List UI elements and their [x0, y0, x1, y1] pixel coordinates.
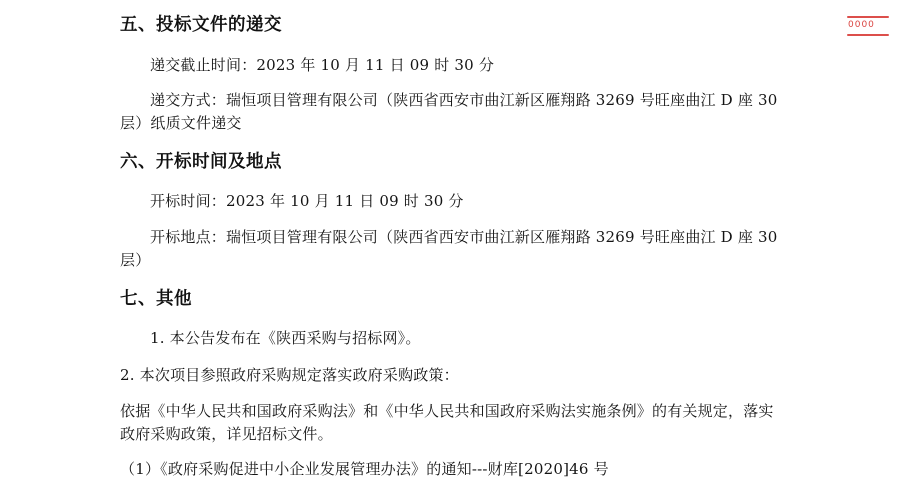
spacer	[120, 445, 780, 458]
spacer	[120, 38, 780, 54]
seal-arc-top	[847, 16, 889, 18]
red-seal-fragment	[847, 14, 889, 40]
spacer	[120, 350, 780, 364]
seal-glyph-text: 0000	[848, 20, 875, 30]
spacer	[120, 174, 780, 190]
section-heading-six: 六、开标时间及地点	[120, 151, 282, 172]
seal-arc-bottom	[847, 34, 889, 36]
submission-method-text: 递交方式：瑞恒项目管理有限公司（陕西省西安市曲江新区雁翔路 3269 号旺座曲江 D 座 30 层）纸质文件递交	[120, 91, 778, 133]
spacer	[120, 213, 780, 226]
bid-opening-place-text: 开标地点：瑞恒项目管理有限公司（陕西省西安市曲江新区雁翔路 3269 号旺座曲江 D 座 30 层）	[120, 228, 778, 269]
other-item-2: 2. 本次项目参照政府采购规定落实政府采购政策：	[120, 366, 459, 385]
submission-deadline-text: 递交截止时间：2023 年 10 月 11 日 09 时 30 分	[150, 55, 495, 74]
bid-opening-time-text: 开标时间：2023 年 10 月 11 日 09 时 30 分	[150, 192, 464, 211]
spacer	[120, 311, 780, 327]
policy-basis-text: 依据《中华人民共和国政府采购法》和《中华人民共和国政府采购法实施条例》的有关规定，落实政府采购政策，详见招标文件。	[120, 401, 774, 443]
spacer	[120, 387, 780, 400]
spacer	[120, 76, 780, 89]
other-item-1: 1. 本公告发布在《陕西采购与招标网》。	[150, 329, 421, 348]
policy-notice-1: （1）《政府采购促进中小企业发展管理办法》的通知---财库[2020]46 号	[120, 460, 609, 479]
section-heading-seven: 七、其他	[120, 288, 192, 309]
spacer	[120, 135, 780, 150]
spacer-top	[120, 0, 780, 10]
section-heading-five: 五、投标文件的递交	[120, 15, 282, 35]
document-body	[120, 0, 780, 481]
spacer	[120, 272, 780, 287]
seal-arcs	[847, 14, 889, 40]
